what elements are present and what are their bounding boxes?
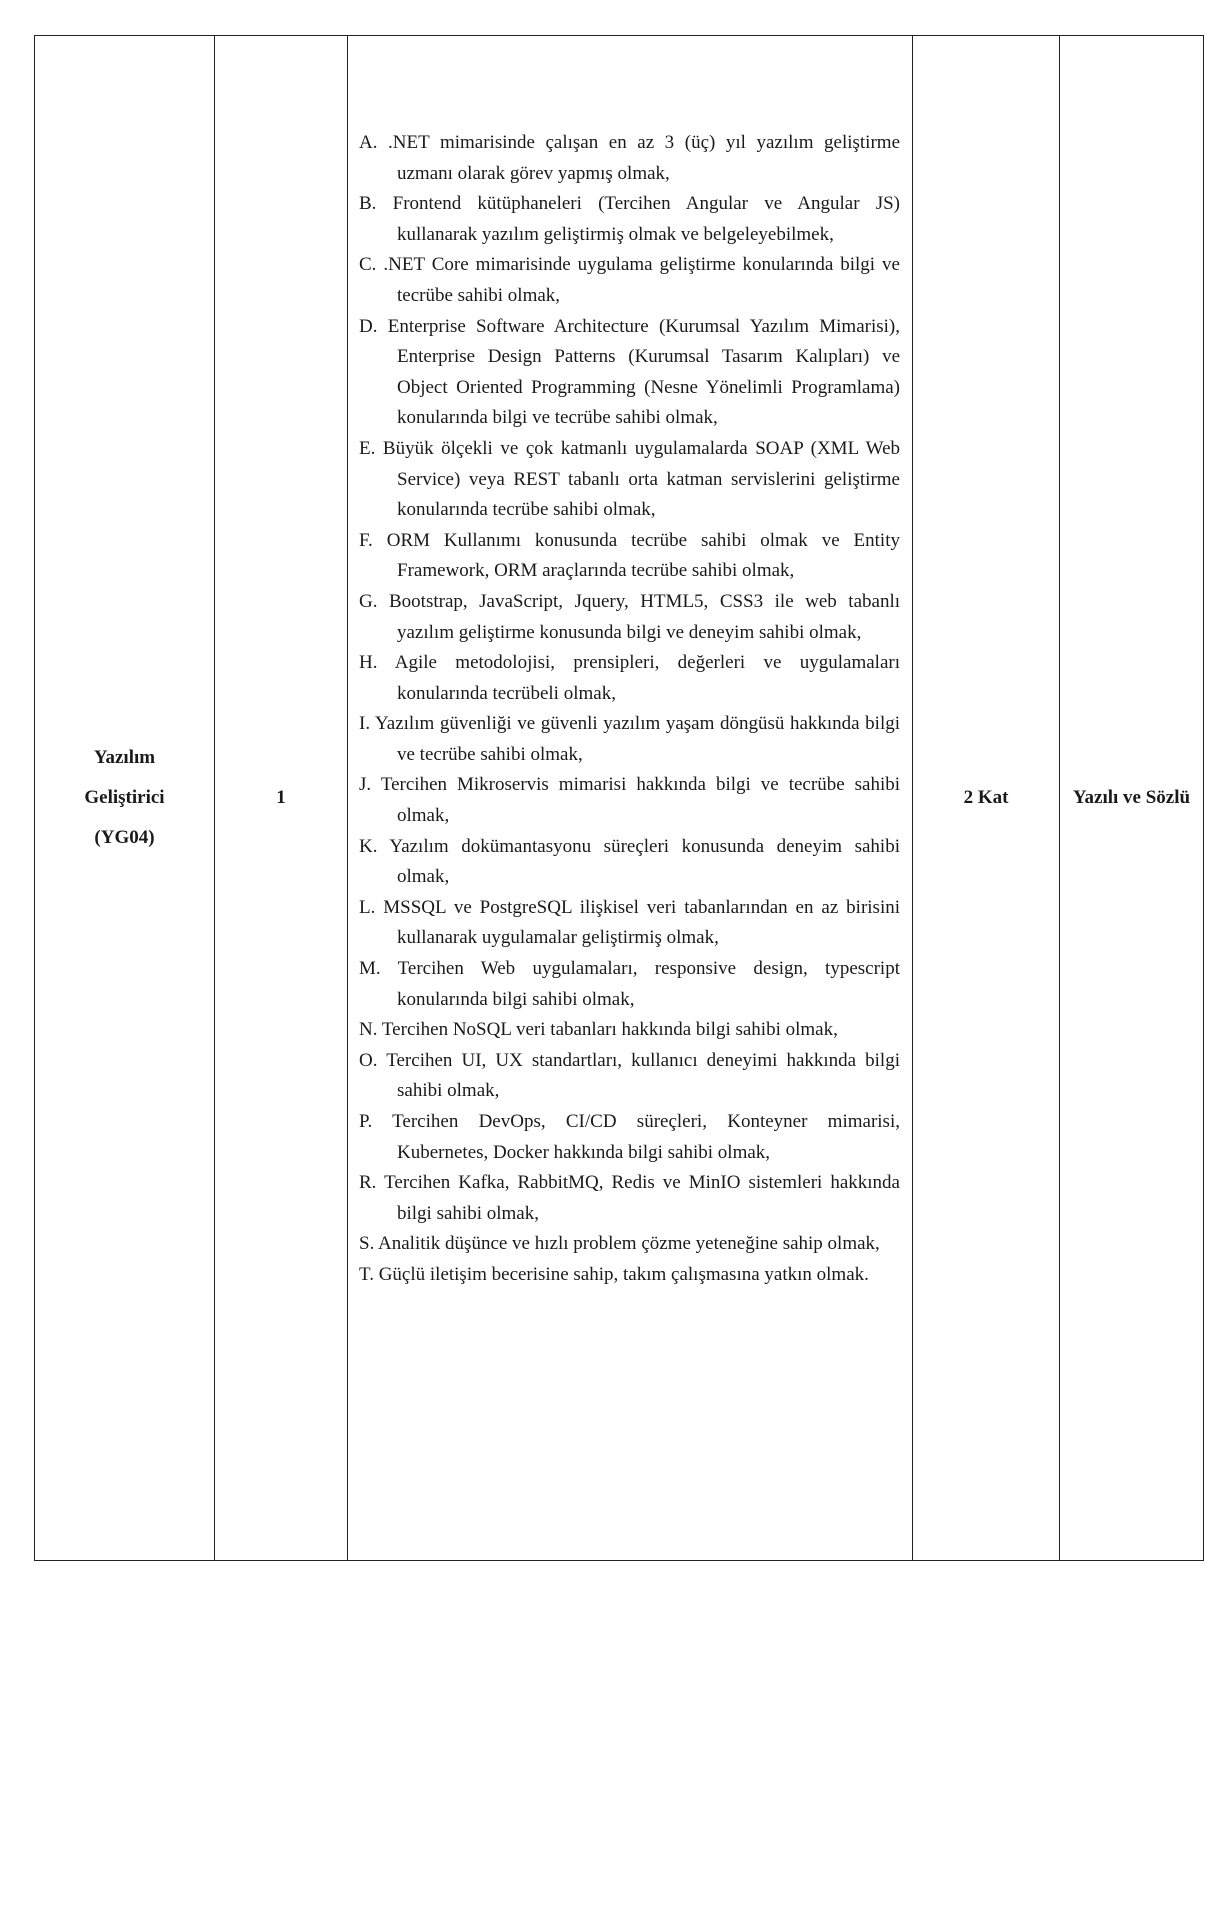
requirement-letter: T. (359, 1263, 374, 1285)
requirement-text: Tercihen NoSQL veri tabanları hakkında bilgi sahibi olmak, (381, 1019, 838, 1041)
requirement-text: Güçlü iletişim becerisine sahip, takım çalışmasına yatkın olmak. (378, 1263, 869, 1285)
requirement-item (359, 587, 900, 648)
requirement-text: Tercihen Kafka, RabbitMQ, Redis ve MinIO sistemleri hakkında bilgi sahibi olmak, (384, 1172, 900, 1224)
requirement-letter: E. (359, 437, 376, 459)
requirement-letter: S. (359, 1233, 375, 1255)
requirement-item (359, 770, 900, 831)
requirement-text: Tercihen Mikroservis mimarisi hakkında bilgi ve tecrübe sahibi olmak, (380, 774, 900, 827)
requirement-letter: B. (359, 193, 377, 215)
requirement-item (359, 128, 900, 189)
requirement-text: MSSQL ve PostgreSQL ilişkisel veri tabanlarından en az birisini kullanarak uygulamalar geliştirmiş olmak, (383, 896, 901, 949)
requirement-item (359, 1229, 900, 1260)
requirement-letter: F. (359, 529, 373, 551)
requirement-item (359, 832, 900, 893)
requirement-item (359, 954, 900, 1015)
requirement-letter: J. (359, 774, 372, 796)
requirements-cell (348, 36, 913, 1560)
requirement-letter: K. (359, 835, 378, 857)
requirement-text: Büyük ölçekli ve çok katmanlı uygulamalarda SOAP (XML Web Service) veya REST tabanlı orta katman servislerini geliştirme konularında tecrübe sahibi olmak, (382, 437, 901, 521)
position-title-line: Geliştirici (84, 787, 165, 808)
requirement-letter: A. (359, 132, 378, 153)
requirement-letter: C. (359, 254, 377, 276)
position-title (84, 738, 164, 858)
multiplier-cell (913, 36, 1060, 1560)
requirement-letter: P. (359, 1111, 373, 1132)
requirement-text: Analitik düşünce ve hızlı problem çözme yeteneğine sahip olmak, (378, 1233, 880, 1255)
requirement-text: Yazılım dokümantasyonu süreçleri konusunda deneyim sahibi olmak, (389, 835, 900, 888)
requirement-letter: D. (359, 315, 378, 337)
requirement-text: Agile metodolojisi, prensipleri, değerleri ve uygulamaları konularında tecrübeli olmak, (394, 652, 901, 704)
requirement-text: .NET Core mimarisinde uygulama geliştirme konularında bilgi ve tecrübe sahibi olmak, (383, 254, 900, 306)
job-requirements-table (34, 35, 1204, 1561)
requirement-text: Frontend kütüphaneleri (Tercihen Angular ve Angular JS) kullanarak yazılım geliştirmiş olmak ve belgeleyebilmek, (392, 193, 901, 245)
requirement-text: ORM Kullanımı konusunda tecrübe sahibi olmak ve Entity Framework, ORM araçlarında tecrübe sahibi olmak, (386, 529, 900, 582)
requirement-letter: O. (359, 1049, 378, 1071)
requirement-text: Tercihen UI, UX standartları, kullanıcı deneyimi hakkında bilgi sahibi olmak, (386, 1049, 900, 1102)
requirement-item (359, 1168, 900, 1229)
requirement-letter: L. (359, 896, 376, 918)
requirement-text: Enterprise Software Architecture (Kurumsal Yazılım Mimarisi), Enterprise Design Patterns (Kurumsal Tasarım Kalıpları) ve Object Oriented Programming (Nesne Yönelimli Programlama) konularında bilgi ve tecrübe sahibi olmak, (387, 315, 900, 429)
requirement-item (359, 1107, 900, 1168)
requirement-letter: H. (359, 652, 378, 674)
requirement-item (359, 434, 900, 526)
requirement-item (359, 189, 900, 250)
position-count-cell (215, 36, 348, 1560)
requirement-item (359, 709, 900, 770)
requirement-item (359, 648, 900, 709)
requirement-text: Yazılım güvenliği ve güvenli yazılım yaşam döngüsü hakkında bilgi ve tecrübe sahibi olmak, (374, 713, 901, 765)
requirement-text: Tercihen Web uygulamaları, responsive design, typescript konularında bilgi sahibi olmak, (397, 958, 900, 1010)
position-count: 1 (276, 787, 286, 808)
requirements-list (359, 128, 900, 1291)
requirement-item (359, 893, 900, 954)
multiplier-value: 2 Kat (963, 787, 1009, 808)
requirement-text: Tercihen DevOps, CI/CD süreçleri, Konteyner mimarisi, Kubernetes, Docker hakkında bilgi sahibi olmak, (392, 1111, 900, 1163)
requirement-letter: G. (359, 590, 378, 612)
requirement-item (359, 312, 900, 434)
requirement-item (359, 1260, 900, 1291)
requirement-item (359, 526, 900, 587)
requirement-item (359, 1046, 900, 1107)
requirement-letter: N. (359, 1019, 378, 1041)
requirement-letter: R. (359, 1172, 377, 1194)
position-code: (YG04) (94, 827, 155, 848)
requirement-text: Bootstrap, JavaScript, Jquery, HTML5, CSS3 ile web tabanlı yazılım geliştirme konusunda bilgi ve deneyim sahibi olmak, (389, 590, 900, 643)
requirement-text: .NET mimarisinde çalışan en az 3 (üç) yıl yazılım geliştirme uzmanı olarak görev yapmış olmak, (388, 132, 901, 184)
position-title-line: Yazılım (93, 747, 156, 768)
exam-type-value: Yazılı ve Sözlü (1072, 787, 1191, 808)
requirement-item (359, 1015, 900, 1046)
exam-type-cell (1060, 36, 1203, 1560)
requirement-letter: I. (359, 713, 371, 735)
requirement-item (359, 250, 900, 311)
position-title-cell (35, 36, 215, 1560)
requirement-letter: M. (359, 958, 381, 980)
